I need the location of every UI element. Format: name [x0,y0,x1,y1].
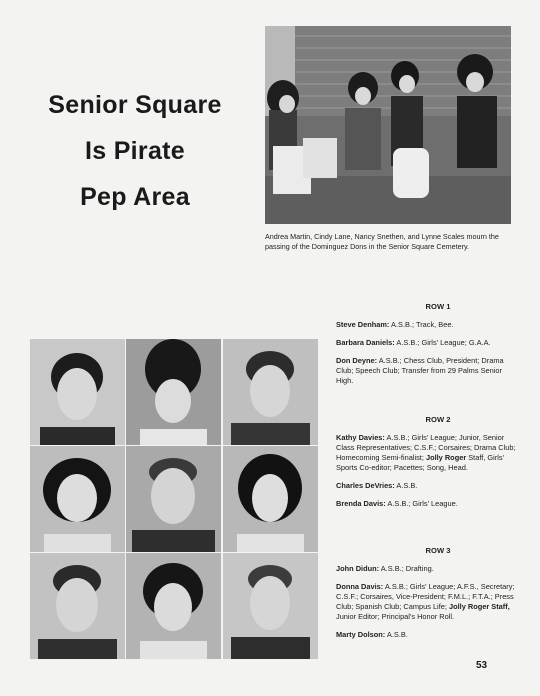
entry-name: Don Deyne: [336,356,378,365]
row-1-info [336,302,516,394]
headline-line-2: Is Pirate [85,137,185,165]
row-title: ROW 3 [425,546,451,555]
senior-square-cemetery-photo [265,26,511,224]
headline-line-3: Pep Area [80,183,190,211]
entry-text: A.S.B.; Chess Club, President; Drama Club; Speech Club; Transfer from 29 Palms Senior High. [336,356,504,385]
photo-caption: Andrea Martin, Cindy Lane, Nancy Snethen, and Lynne Scales mourn the passing of the Dominguez Dons in the Senior Square Cemetery. [265,232,499,251]
headline-line-1: Senior Square [48,91,222,119]
entry-name: Steve Denham: [336,320,390,329]
row-2-info [336,415,516,517]
entry-text-continued: Staff, Girls' Sports Co-editor; Pacettes; Song, Head. [336,453,505,472]
entry-bold-text: Jolly Roger [425,453,467,462]
entry-text: A.S.B.; Girls' League. [385,499,458,508]
portrait-steve-denham [30,339,125,445]
portrait-kathy-davies [30,446,125,552]
row-title: ROW 2 [425,415,451,424]
page-headline [20,82,250,220]
page-number: 53 [476,660,488,671]
row-3-info [336,546,516,648]
portrait-charles-devries [126,446,221,552]
entry-don-deyne [336,356,516,386]
entry-text: A.S.B.; Girls' League; A.F.S., Secretary; C.S.F.; Corsaires, Vice-President; F.M.L.; F.T.A.; Press Club; Spanish Club; Campus Life; [336,582,515,611]
senior-portrait-grid [30,339,318,660]
entry-steve-denham [336,320,516,330]
portrait-donna-davis [126,553,221,659]
portrait-brenda-davis [223,446,318,552]
entry-name: Charles DeVries: [336,481,395,490]
entry-name: Marty Dolson: [336,630,386,639]
entry-text: A.S.B. [394,481,418,490]
entry-john-didun [336,564,516,574]
entry-name: Barbara Daniels: [336,338,395,347]
entry-barbara-daniels [336,338,516,348]
entry-name: John Didun: [336,564,380,573]
entry-name: Donna Davis: [336,582,384,591]
entry-marty-dolson [336,630,516,640]
row-title: ROW 1 [425,302,451,311]
entry-text: A.S.B.; Drafting. [379,564,434,573]
entry-bold-text: Jolly Roger Staff, [448,602,510,611]
entry-brenda-davis [336,499,516,509]
entry-donna-davis [336,582,516,622]
entry-text: A.S.B.; Girls' League; Junior, Senior Class Representatives; C.S.F.; Corsaires; Drama Club; Homecoming Semi-finalist; [336,433,516,462]
portrait-don-deyne [223,339,318,445]
portrait-john-didun [30,553,125,659]
entry-text: A.S.B.; Girls' League; G.A.A. [394,338,491,347]
entry-name: Brenda Davis: [336,499,386,508]
entry-kathy-davies [336,433,516,473]
entry-text: A.S.B.; Track, Bee. [389,320,454,329]
entry-text-continued: Junior Editor; Principal's Honor Roll. [336,612,455,621]
portrait-marty-dolson [223,553,318,659]
entry-text: A.S.B. [385,630,408,639]
entry-name: Kathy Davies: [336,433,385,442]
portrait-barbara-daniels [126,339,221,445]
entry-charles-devries [336,481,516,491]
